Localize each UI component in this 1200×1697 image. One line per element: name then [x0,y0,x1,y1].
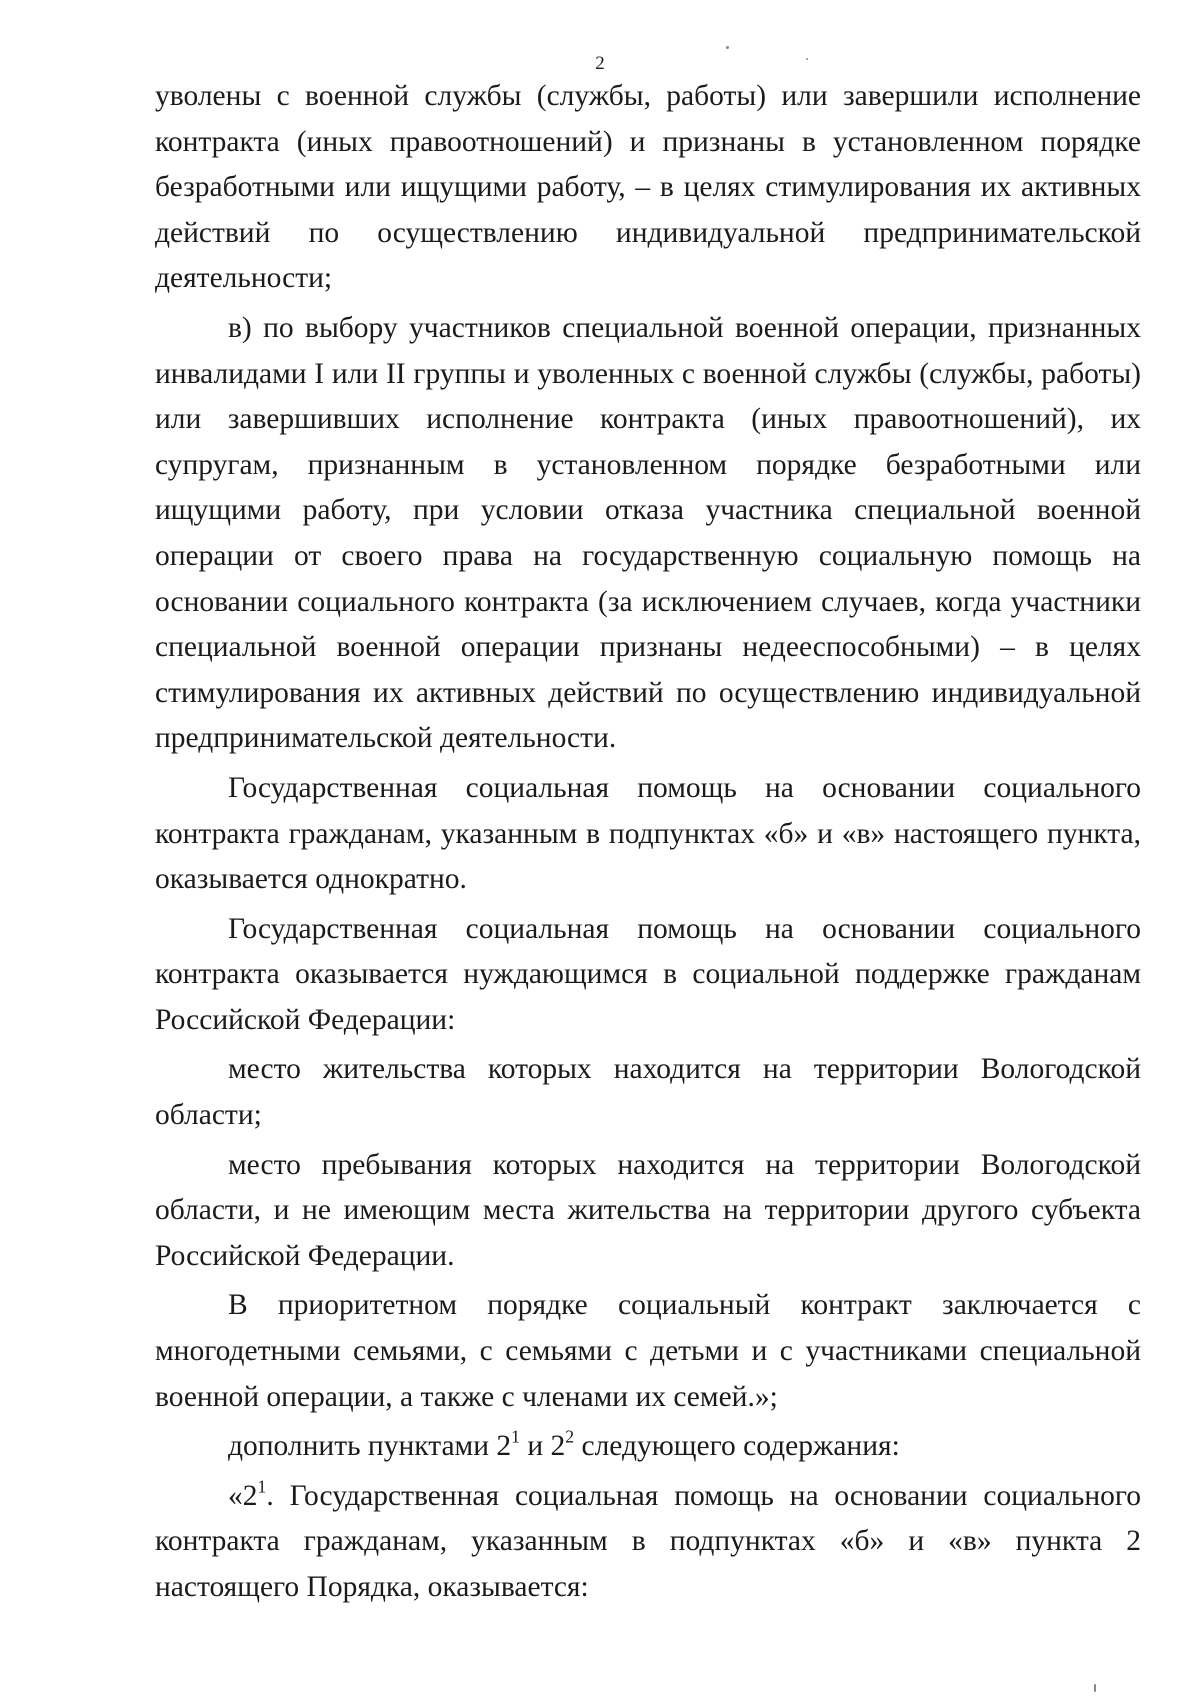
paragraph-priority: В приоритетном порядке социальный контракт заключается с многодетными семьями, с семьями с детьми и с участниками специальной военной операции, а также с членами их семей.»; [155,1289,1141,1413]
paragraph-subitem-v: в) по выбору участников специальной военной операции, признанных инвалидами I или II группы и уволенных с военной службы (службы, работы) или завершивших исполнение контракта (иных правоотношений), их супругам, признанным в установленном порядке безработными или ищущими работу, при условии отказа участника специальной военной операции от своего права на государственную социальную помощь на основании социального контракта (за исключением случаев, когда участники специальной военной операции признаны недееспособными) – в целях стимулирования их активных действий по осуществлению индивидуальной предпринимательской деятельности. [155,311,1141,755]
amendment-middle: и 2 [519,1430,566,1463]
point-2-1-prefix: «2 [228,1479,258,1512]
amendment-suffix: следующего содержания: [574,1430,900,1463]
paragraph-residence: место жительства которых находится на территории Вологодской области; [155,1053,1141,1132]
paragraph-continuation: уволены с военной службы (службы, работы) или завершили исполнение контракта (иных правоотношений) и признаны в установленном порядке безработными или ищущими работу, – в целях стимулирования их активных действий по осуществлению индивидуальной предпринимательской деятельности; [155,80,1141,295]
point-2-1-sup: 1 [257,1476,267,1497]
paragraph-stay: место пребывания которых находится на территории Вологодской области, и не имеющим места жительства на территории другого субъекта Российской Федерации. [155,1148,1141,1272]
scan-speck [806,58,808,60]
scan-speck [1094,1684,1096,1692]
amendment-sup-2: 2 [565,1426,575,1447]
paragraph-aid-recipients: Государственная социальная помощь на основании социального контракта оказывается нуждающимся в социальной поддержке гражданам Российской Федерации: [155,912,1141,1036]
amendment-sup-1: 1 [511,1426,520,1447]
amendment-prefix: дополнить пунктами 2 [228,1430,512,1463]
document-body [155,74,1141,1615]
scan-speck [726,46,729,49]
paragraph-one-time-aid: Государственная социальная помощь на основании социального контракта гражданам, указанным в подпунктах «б» и «в» настоящего пункта, оказывается однократно. [155,771,1141,896]
paragraph-point-2-1 [155,1474,1141,1611]
point-2-1-text: . Государственная социальная помощь на основании социального контракта гражданам, указанным в подпунктах «б» и «в» пункта 2 настоящего Порядка, оказывается: [155,1479,1141,1603]
page-number: 2 [595,53,605,74]
paragraph-amendment [155,1424,1141,1470]
